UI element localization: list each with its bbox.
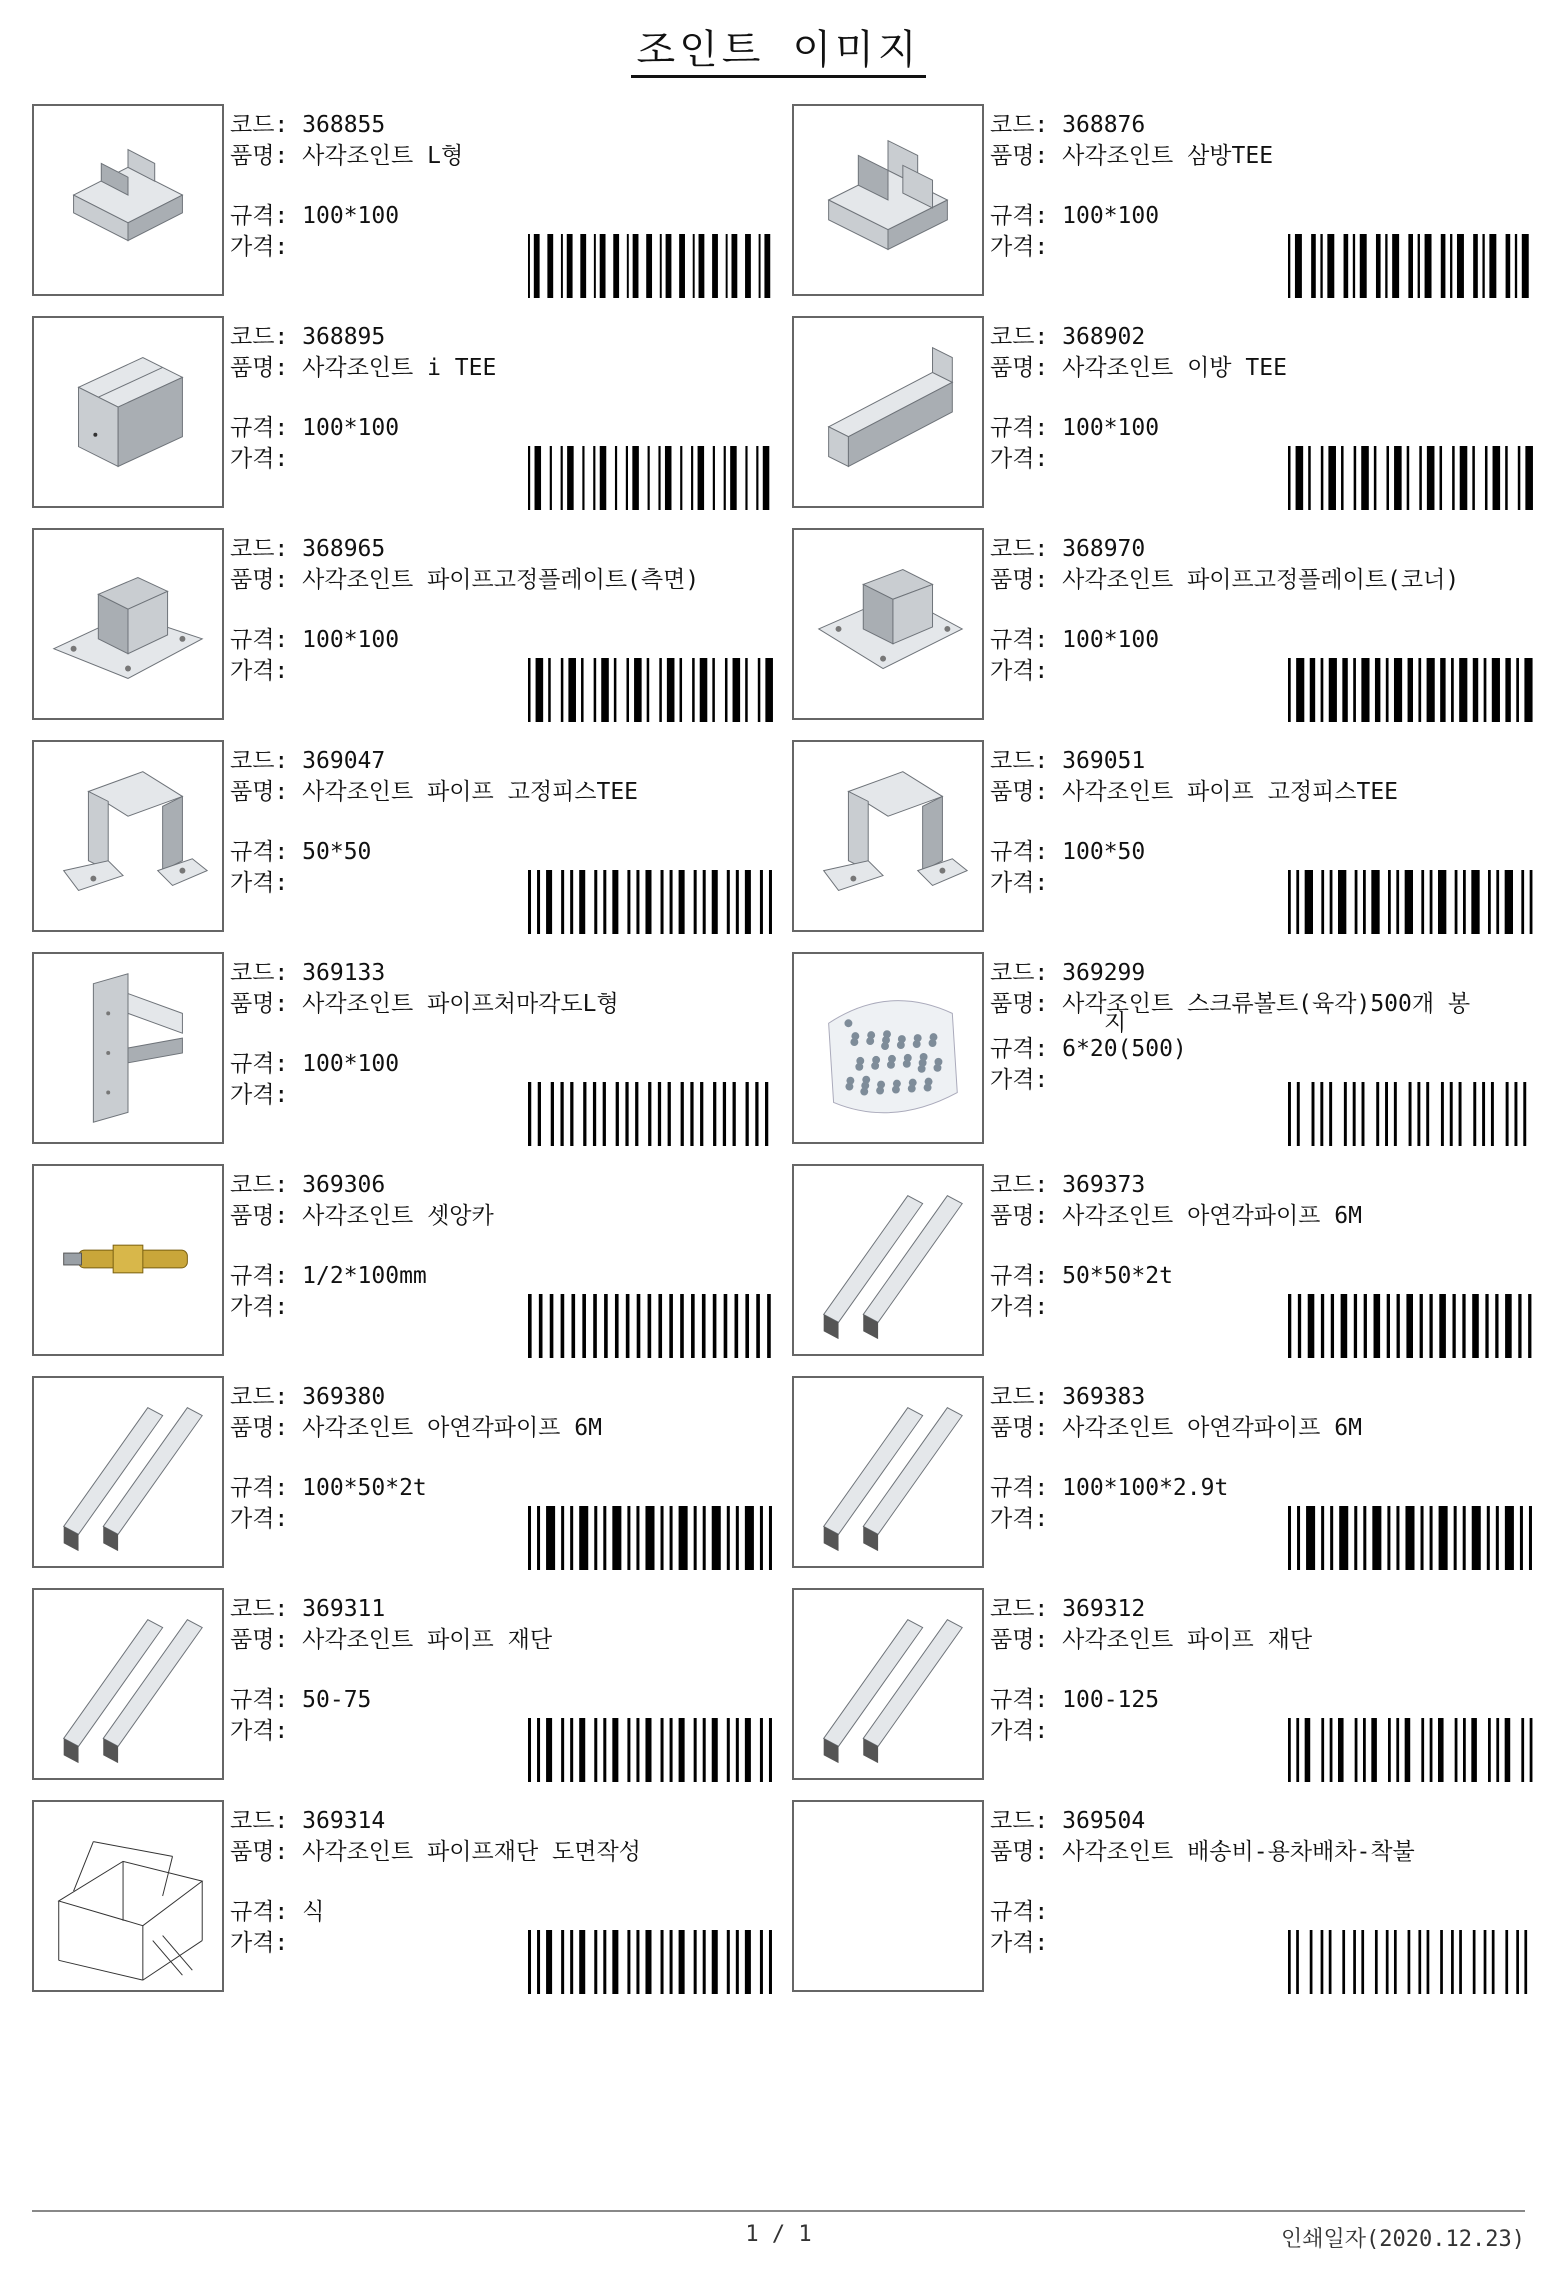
item-spec: 규격: 식 <box>230 1899 325 1925</box>
item-code: 코드: 369504 <box>990 1808 1146 1834</box>
item-spec: 규격: 100*50 <box>990 839 1146 865</box>
item-card <box>790 1374 1550 1570</box>
item-name: 품명: 사각조인트 파이프 고정피스TEE <box>230 779 639 805</box>
barcode <box>1288 1506 1538 1570</box>
barcode <box>1288 870 1538 934</box>
fixing-plate-corner-icon <box>794 530 982 718</box>
item-code: 코드: 369373 <box>990 1172 1146 1198</box>
barcode <box>528 1506 778 1570</box>
item-code: 코드: 369306 <box>230 1172 386 1198</box>
item-price: 가격: <box>230 234 289 260</box>
item-name: 품명: 사각조인트 아연각파이프 6M <box>230 1415 602 1441</box>
print-date: 인쇄일자(2020.12.23) <box>1281 2227 1525 2252</box>
item-card <box>30 102 790 298</box>
fixing-piece-tee-icon <box>794 742 982 930</box>
item-code: 코드: 368902 <box>990 324 1146 350</box>
barcode <box>528 870 778 934</box>
item-spec: 규격: 100*100 <box>230 203 400 229</box>
item-name: 품명: 사각조인트 파이프 재단 <box>230 1627 553 1653</box>
item-price: 가격: <box>990 870 1049 896</box>
item-price: 가격: <box>230 1718 289 1744</box>
footer-divider <box>32 2210 1525 2212</box>
item-card <box>30 1586 790 1782</box>
item-spec: 규격: 100*100 <box>990 203 1160 229</box>
item-code: 코드: 368876 <box>990 112 1146 138</box>
barcode <box>1288 1082 1538 1146</box>
item-name: 품명: 사각조인트 i TEE <box>230 355 497 381</box>
item-price: 가격: <box>990 1718 1049 1744</box>
item-name: 품명: 사각조인트 이방 TEE <box>990 355 1287 381</box>
barcode <box>528 658 778 722</box>
three-way-tee-icon <box>794 106 982 294</box>
item-name: 품명: 사각조인트 아연각파이프 6M <box>990 1415 1362 1441</box>
page-title: 조인트 이미지 <box>0 18 1557 75</box>
item-image <box>32 740 224 932</box>
item-name: 품명: 사각조인트 파이프고정플레이트(코너) <box>990 567 1460 593</box>
item-image <box>32 1164 224 1356</box>
item-price: 가격: <box>230 1294 289 1320</box>
item-name: 품명: 사각조인트 파이프 고정피스TEE <box>990 779 1399 805</box>
item-name: 품명: 사각조인트 파이프고정플레이트(측면) <box>230 567 700 593</box>
item-code: 코드: 369312 <box>990 1596 1146 1622</box>
item-spec: 규격: 100*100 <box>990 415 1160 441</box>
item-image <box>792 1800 984 1992</box>
item-name: 품명: 사각조인트 파이프 재단 <box>990 1627 1313 1653</box>
item-price: 가격: <box>990 446 1049 472</box>
item-spec: 규격: 100-125 <box>990 1687 1160 1713</box>
item-image <box>792 104 984 296</box>
item-card <box>790 102 1550 298</box>
item-price: 가격: <box>990 1506 1049 1532</box>
barcode <box>1288 1718 1538 1782</box>
item-code: 코드: 368970 <box>990 536 1146 562</box>
i-tee-icon <box>34 318 222 506</box>
item-price: 가격: <box>230 1082 289 1108</box>
item-card <box>30 950 790 1146</box>
item-name-continued: 지 <box>1104 1010 1127 1036</box>
item-image <box>792 316 984 508</box>
item-name: 품명: 사각조인트 셋앙카 <box>230 1203 494 1229</box>
item-code: 코드: 369311 <box>230 1596 386 1622</box>
item-price: 가격: <box>230 446 289 472</box>
item-image <box>32 104 224 296</box>
item-card <box>30 738 790 934</box>
item-price: 가격: <box>230 658 289 684</box>
barcode <box>1288 1930 1538 1994</box>
item-code: 코드: 368855 <box>230 112 386 138</box>
item-price: 가격: <box>990 658 1049 684</box>
item-code: 코드: 369380 <box>230 1384 386 1410</box>
item-code: 코드: 369314 <box>230 1808 386 1834</box>
eave-angle-l-icon <box>34 954 222 1142</box>
item-name: 품명: 사각조인트 아연각파이프 6M <box>990 1203 1362 1229</box>
item-card <box>790 1162 1550 1358</box>
item-card <box>790 950 1550 1146</box>
l-joint-icon <box>34 106 222 294</box>
item-image <box>32 1588 224 1780</box>
item-spec: 규격: 50*50 <box>230 839 372 865</box>
item-card <box>790 738 1550 934</box>
item-spec: 규격: 100*100 <box>230 415 400 441</box>
barcode <box>528 1930 778 1994</box>
square-pipe-icon <box>34 1590 222 1778</box>
square-pipe-icon <box>794 1166 982 1354</box>
item-code: 코드: 368965 <box>230 536 386 562</box>
item-code: 코드: 369047 <box>230 748 386 774</box>
item-name: 품명: 사각조인트 배송비-용차배차-착불 <box>990 1839 1415 1865</box>
barcode <box>1288 658 1538 722</box>
item-spec: 규격: 100*100*2.9t <box>990 1475 1229 1501</box>
item-image <box>792 740 984 932</box>
barcode <box>528 1718 778 1782</box>
item-image <box>32 1800 224 1992</box>
item-image <box>32 1376 224 1568</box>
item-code: 코드: 369051 <box>990 748 1146 774</box>
barcode <box>1288 446 1538 510</box>
item-image <box>792 1164 984 1356</box>
barcode <box>528 1294 778 1358</box>
barcode <box>528 1082 778 1146</box>
anchor-bolt-icon <box>34 1166 222 1354</box>
item-name: 품명: 사각조인트 삼방TEE <box>990 143 1274 169</box>
item-spec: 규격: 50-75 <box>230 1687 372 1713</box>
item-card <box>790 526 1550 722</box>
screw-bag-icon <box>794 954 982 1142</box>
item-spec: 규격: 50*50*2t <box>990 1263 1173 1289</box>
frame-drawing-icon <box>34 1802 222 1990</box>
square-pipe-icon <box>794 1590 982 1778</box>
square-pipe-icon <box>794 1378 982 1566</box>
item-spec: 규격: 100*100 <box>990 627 1160 653</box>
item-price: 가격: <box>230 1506 289 1532</box>
item-name: 품명: 사각조인트 파이프처마각도L형 <box>230 991 619 1017</box>
item-price: 가격: <box>230 1930 289 1956</box>
barcode <box>1288 1294 1538 1358</box>
item-price: 가격: <box>990 1930 1049 1956</box>
item-spec: 규격: 100*50*2t <box>230 1475 427 1501</box>
item-card <box>30 526 790 722</box>
item-card <box>30 1798 790 1994</box>
item-spec: 규격: 6*20(500) <box>990 1036 1187 1062</box>
item-price: 가격: <box>990 1067 1049 1093</box>
barcode <box>1288 234 1538 298</box>
fixing-plate-side-icon <box>34 530 222 718</box>
page-number: 1 / 1 <box>745 2222 812 2247</box>
item-spec: 규격: <box>990 1899 1049 1925</box>
item-card <box>790 314 1550 510</box>
item-card <box>30 314 790 510</box>
item-code: 코드: 369383 <box>990 1384 1146 1410</box>
barcode <box>528 234 778 298</box>
barcode <box>528 446 778 510</box>
item-code: 코드: 368895 <box>230 324 386 350</box>
item-code: 코드: 369299 <box>990 960 1146 986</box>
item-image <box>32 528 224 720</box>
item-price: 가격: <box>990 234 1049 260</box>
item-card <box>790 1586 1550 1782</box>
item-image <box>32 952 224 1144</box>
item-price: 가격: <box>990 1294 1049 1320</box>
item-price: 가격: <box>230 870 289 896</box>
item-card <box>790 1798 1550 1994</box>
square-pipe-icon <box>34 1378 222 1566</box>
item-image <box>792 952 984 1144</box>
item-card <box>30 1162 790 1358</box>
item-name: 품명: 사각조인트 파이프재단 도면작성 <box>230 1839 641 1865</box>
item-spec: 규격: 100*100 <box>230 627 400 653</box>
item-name: 품명: 사각조인트 스크류볼트(육각)500개 봉 <box>990 991 1471 1017</box>
item-code: 코드: 369133 <box>230 960 386 986</box>
item-name: 품명: 사각조인트 L형 <box>230 143 464 169</box>
item-spec: 규격: 1/2*100mm <box>230 1263 427 1289</box>
item-image <box>792 1588 984 1780</box>
item-card <box>30 1374 790 1570</box>
two-way-tee-icon <box>794 318 982 506</box>
item-image <box>792 1376 984 1568</box>
item-image <box>792 528 984 720</box>
fixing-piece-tee-icon <box>34 742 222 930</box>
item-image <box>32 316 224 508</box>
item-spec: 규격: 100*100 <box>230 1051 400 1077</box>
